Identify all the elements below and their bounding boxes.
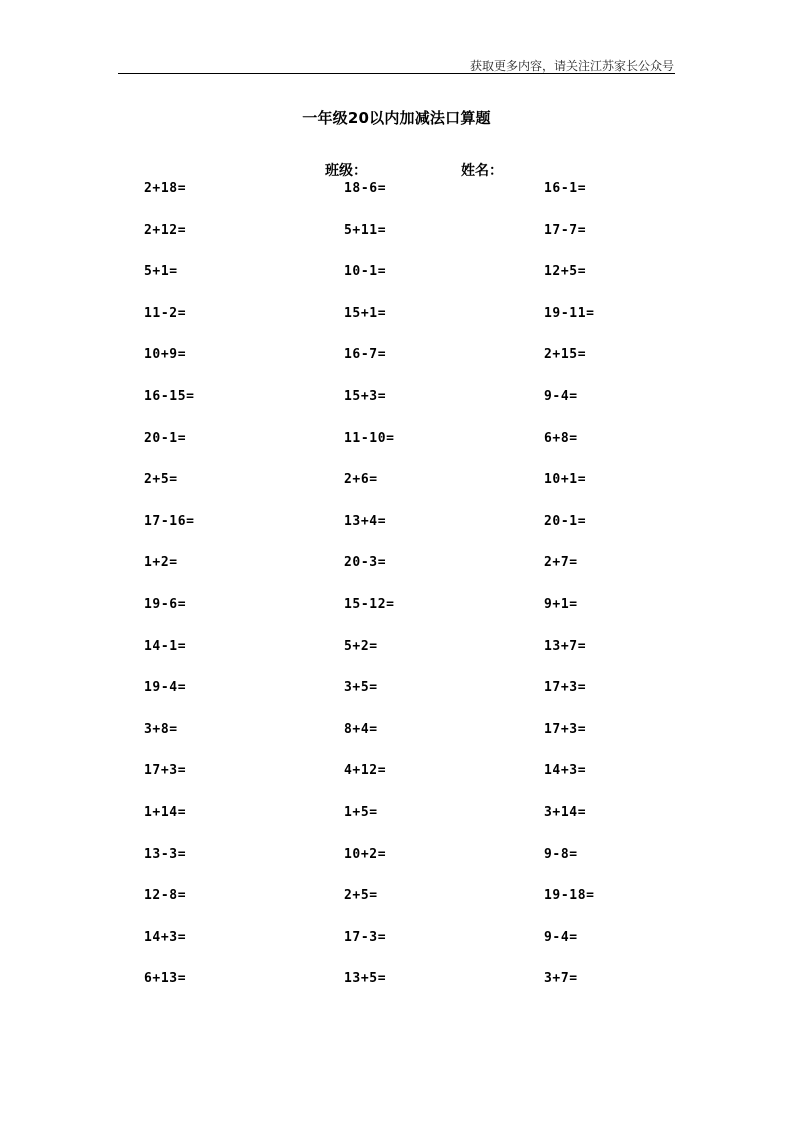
- class-field-label: 班级：: [325, 163, 367, 179]
- math-problem: 3+8=: [144, 722, 178, 737]
- math-problem: 10+2=: [344, 847, 387, 862]
- math-problem: 5+2=: [344, 639, 378, 654]
- math-problem: 17-16=: [144, 514, 195, 529]
- math-problem: 9-4=: [544, 930, 578, 945]
- math-problem: 19-11=: [544, 306, 595, 321]
- math-problem: 17+3=: [544, 722, 587, 737]
- math-problem: 20-1=: [544, 514, 587, 529]
- math-problem: 20-3=: [344, 555, 387, 570]
- math-problem: 10+9=: [144, 347, 187, 362]
- math-problem: 2+5=: [144, 472, 178, 487]
- math-problem: 18-6=: [344, 181, 387, 196]
- math-problem: 2+15=: [544, 347, 587, 362]
- header-divider: [118, 73, 675, 74]
- math-problem: 2+12=: [144, 223, 187, 238]
- math-problem: 5+11=: [344, 223, 387, 238]
- math-problem: 12+5=: [544, 264, 587, 279]
- math-problem: 19-18=: [544, 888, 595, 903]
- math-problem: 5+1=: [144, 264, 178, 279]
- math-problem: 17+3=: [544, 680, 587, 695]
- math-problem: 9-8=: [544, 847, 578, 862]
- math-problem: 2+6=: [344, 472, 378, 487]
- math-problem: 14+3=: [144, 930, 187, 945]
- name-field-label: 姓名：: [461, 163, 503, 179]
- math-problem: 13+7=: [544, 639, 587, 654]
- math-problem: 4+12=: [344, 763, 387, 778]
- math-problem: 2+18=: [144, 181, 187, 196]
- math-problem: 14+3=: [544, 763, 587, 778]
- math-problem: 3+7=: [544, 971, 578, 986]
- math-problem: 1+5=: [344, 805, 378, 820]
- math-problem: 2+5=: [344, 888, 378, 903]
- math-problem: 17+3=: [144, 763, 187, 778]
- math-problem: 20-1=: [144, 431, 187, 446]
- math-problem: 15+3=: [344, 389, 387, 404]
- math-problem: 19-6=: [144, 597, 187, 612]
- math-problem: 8+4=: [344, 722, 378, 737]
- math-problem: 16-7=: [344, 347, 387, 362]
- math-problem: 16-1=: [544, 181, 587, 196]
- math-problem: 17-7=: [544, 223, 587, 238]
- math-problem: 3+5=: [344, 680, 378, 695]
- math-problem: 9+1=: [544, 597, 578, 612]
- math-problem: 15-12=: [344, 597, 395, 612]
- math-problem: 11-2=: [144, 306, 187, 321]
- math-problem: 15+1=: [344, 306, 387, 321]
- header-note: 获取更多内容，请关注江苏家长公众号: [469, 59, 674, 73]
- page-title: 一年级20以内加减法口算题: [302, 109, 491, 127]
- math-problem: 9-4=: [544, 389, 578, 404]
- math-problem: 10-1=: [344, 264, 387, 279]
- math-problem: 17-3=: [344, 930, 387, 945]
- math-problem: 16-15=: [144, 389, 195, 404]
- math-problem: 3+14=: [544, 805, 587, 820]
- math-problem: 14-1=: [144, 639, 187, 654]
- math-problem: 13-3=: [144, 847, 187, 862]
- math-problem: 1+14=: [144, 805, 187, 820]
- math-problem: 1+2=: [144, 555, 178, 570]
- math-problem: 2+7=: [544, 555, 578, 570]
- math-problem: 13+4=: [344, 514, 387, 529]
- math-problem: 12-8=: [144, 888, 187, 903]
- math-problem: 6+13=: [144, 971, 187, 986]
- math-problem: 11-10=: [344, 431, 395, 446]
- math-problem: 10+1=: [544, 472, 587, 487]
- math-problem: 19-4=: [144, 680, 187, 695]
- math-problem: 13+5=: [344, 971, 387, 986]
- math-problem: 6+8=: [544, 431, 578, 446]
